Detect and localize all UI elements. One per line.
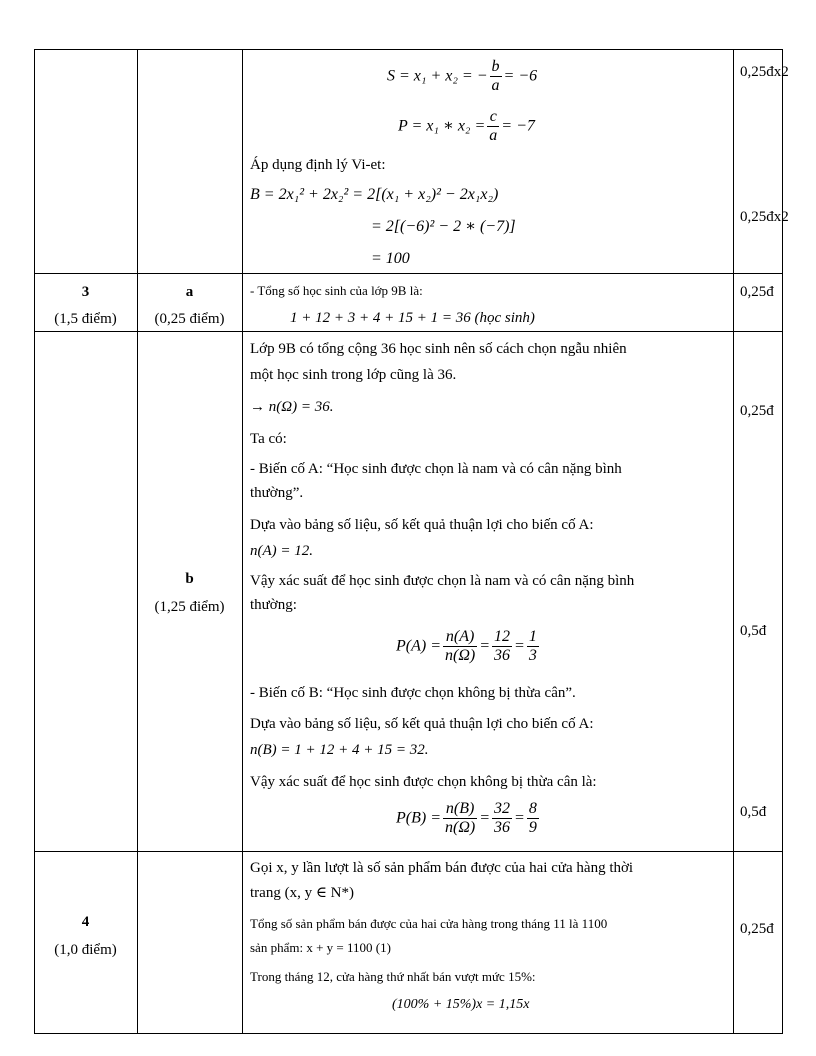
score-sp: 0,25đx2: [740, 64, 789, 80]
score-q3b-1: 0,25đ: [740, 403, 774, 419]
q3b-text-9: Vậy xác suất để học sinh được chọn là nam và có cân nặng bình: [250, 573, 635, 589]
table-border-right: [782, 49, 783, 1034]
row-divider-q4: [34, 851, 783, 852]
q3b-text-1: Lớp 9B có tổng cộng 36 học sinh nên số cách chọn ngẫu nhiên: [250, 341, 627, 357]
col-divider-3: [733, 49, 734, 1034]
q4-text-2: trang (x, y ∈ N*): [250, 885, 354, 901]
q3b-text-7: Dựa vào bảng số liệu, số kết quả thuận lợi cho biến cố A:: [250, 517, 594, 533]
q4-points: (1,0 điểm): [54, 942, 117, 958]
viet-text: Áp dụng định lý Vi-et:: [250, 157, 386, 173]
q3b-text-12: Dựa vào bảng số liệu, số kết quả thuận lợi cho biến cố A:: [250, 716, 594, 732]
row-divider-q3-left: [34, 331, 137, 332]
q3b-points: (1,25 điểm): [154, 599, 225, 615]
table-border-top: [34, 49, 783, 50]
q4-text-5: Trong tháng 12, cửa hàng thứ nhất bán vượt mức 15%:: [250, 969, 536, 984]
score-q4: 0,25đ: [740, 921, 774, 937]
q3-number: 3: [81, 284, 90, 300]
q3b-text-4: Ta có:: [250, 431, 287, 447]
score-q3b-3: 0,5đ: [740, 804, 767, 820]
q3b-text-5: - Biến cố A: “Học sinh được chọn là nam và có cân nặng bình: [250, 461, 622, 477]
q3b-text-13: n(B) = 1 + 12 + 4 + 15 = 32.: [250, 742, 429, 758]
q4-text-1: Gọi x, y lần lượt là số sản phẩm bán được của hai cửa hàng thời: [250, 860, 634, 876]
b-expression-line3: = 100: [371, 250, 410, 267]
q3b-label: b: [185, 571, 194, 587]
q4-number: 4: [81, 914, 90, 930]
b-expression-line1: B = 2x₁² + 2x₂² = 2[(x₁ + x₂)² − 2x₁x₂): [250, 186, 499, 203]
q3a-label: a: [185, 284, 194, 300]
row-divider-q3a: [34, 273, 783, 274]
sum-formula: S = x₁ + x₂ = − $\frac{b}{a}$ = −6: [387, 58, 538, 95]
q4-text-3: Tổng số sản phẩm bán được của hai cửa hàng trong tháng 11 là 1100: [250, 916, 608, 931]
q3b-text-11: - Biến cố B: “Học sinh được chọn không bị thừa cân”.: [250, 685, 576, 701]
q3b-text-8: n(A) = 12.: [250, 543, 314, 559]
q3a-line1: - Tổng số học sinh của lớp 9B là:: [250, 283, 423, 298]
q3b-text-6: thường”.: [250, 485, 304, 501]
table-border-left: [34, 49, 35, 1034]
q4-text-6: (100% + 15%)x = 1,15x: [392, 997, 530, 1012]
table-border-bottom: [34, 1033, 783, 1034]
col-divider-1: [137, 49, 138, 1034]
q3b-text-10: thường:: [250, 597, 297, 613]
score-q3a: 0,25đ: [740, 284, 774, 300]
q3a-points: (0,25 điểm): [154, 311, 225, 327]
col-divider-2: [242, 49, 243, 1034]
row-divider-q3b: [137, 331, 783, 332]
prob-b-formula: P(B) = $\frac{n(B)}{n(\Omega)}$ = $\frac{32}{36}$ = $\frac{8}{9}$: [396, 800, 537, 837]
b-expression-line2: = 2[(−6)² − 2 ∗ (−7)]: [371, 218, 516, 235]
q3b-text-2: một học sinh trong lớp cũng là 36.: [250, 367, 457, 383]
q3-points: (1,5 điểm): [54, 311, 117, 327]
q3b-text-14: Vậy xác suất để học sinh được chọn không bị thừa cân là:: [250, 774, 597, 790]
q4-text-4: sản phẩm: x + y = 1100 (1): [250, 940, 391, 955]
q3a-line2: 1 + 12 + 3 + 4 + 15 + 1 = 36 (học sinh): [290, 310, 535, 326]
prob-a-formula: P(A) = $\frac{n(A)}{n(\Omega)}$ = $\frac{12}{36}$ = $\frac{1}{3}$: [396, 628, 537, 665]
product-formula: P = x₁ ∗ x₂ = $\frac{c}{a}$ = −7: [398, 108, 535, 145]
score-q3b-2: 0,5đ: [740, 623, 767, 639]
score-b: 0,25đx2: [740, 209, 789, 225]
q3b-text-3: → n(Ω) = 36.: [250, 399, 334, 415]
